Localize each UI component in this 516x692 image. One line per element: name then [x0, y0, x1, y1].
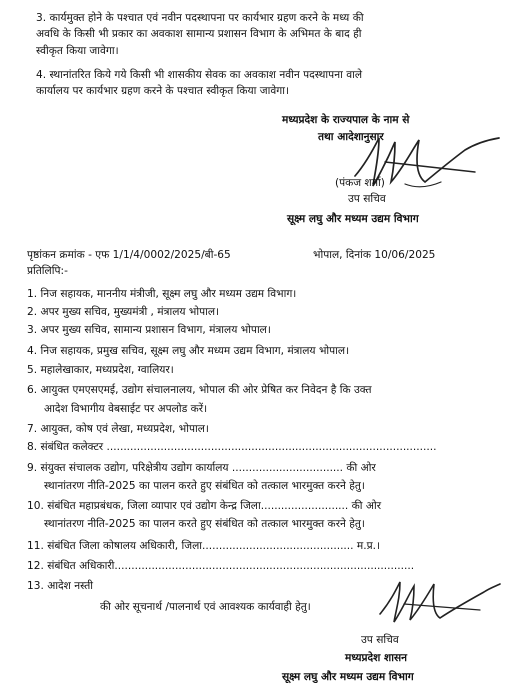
copy-heading: प्रतिलिपि:- [27, 265, 68, 277]
paragraph-4-line-1: 4. स्थानांतरित किये गये किसी भी शासकीय सेवक का अवकाश नवीन पदस्थापना वाले [36, 69, 363, 81]
copy-item-3: 3. अपर मुख्य सचिव, सामान्य प्रशासन विभाग, मंत्रालय भोपाल। [27, 324, 271, 336]
copy-item-9: 9. संयुक्त संचालक उद्योग, परिक्षेत्रीय उद्योग कार्यालय ................................. की ओर [27, 462, 376, 474]
paragraph-3-line-3: स्वीकृत किया जावेगा। [36, 45, 119, 57]
endorsement-place-date: भोपाल, दिनांक 10/06/2025 [313, 249, 436, 261]
copy-item-10-continued: स्थानांतरण नीति-2025 का पालन करते हुए संबंधित को तत्काल भारमुक्त करने हेतु। [44, 518, 365, 530]
copy-item-2: 2. अपर मुख्य सचिव, मुख्यमंत्री , मंत्रालय भोपाल। [27, 306, 220, 318]
purpose-line: की ओर सूचनार्थ /पालनार्थ एवं आवश्यक कार्यवाही हेतु। [100, 601, 311, 613]
copy-item-5: 5. महालेखाकार, मध्यप्रदेश, ग्वालियर। [27, 364, 174, 376]
closing-designation: उप सचिव [361, 634, 399, 646]
signature-2 [374, 578, 504, 628]
copy-item-8: 8. संबंधित कलेक्टर .................................................................................................. [27, 441, 437, 453]
closing-department: सूक्ष्म लघु और मध्यम उद्यम विभाग [282, 671, 414, 683]
paragraph-3-line-2: अवधि के किसी भी प्रकार का अवकाश सामान्य प्रशासन विभाग के अभिमत के बाद ही [36, 28, 362, 40]
copy-item-6-continued: आदेश विभागीय वेबसाईट पर अपलोड करें। [44, 403, 208, 415]
governor-name-line: मध्यप्रदेश के राज्यपाल के नाम से [282, 114, 410, 126]
closing-government: मध्यप्रदेश शासन [345, 652, 407, 664]
copy-item-1: 1. निज सहायक, माननीय मंत्रीजी, सूक्ष्म लघु और मध्यम उद्यम विभाग। [27, 288, 297, 300]
copy-item-4: 4. निज सहायक, प्रमुख सचिव, सूक्ष्म लघु और मध्यम उद्यम विभाग, मंत्रालय भोपाल। [27, 345, 350, 357]
copy-item-11: 11. संबंधित जिला कोषालय अधिकारी, जिला............................................. म.प्र.। [27, 540, 381, 552]
endorsement-number: पृष्ठांकन क्रमांक - एफ 1/1/4/0002/2025/बी-65 [27, 249, 231, 261]
copy-item-6: 6. आयुक्त एमएसएमई, उद्योग संचालनालय, भोपाल की ओर प्रेषित कर निवेदन है कि उक्त [27, 384, 372, 396]
copy-item-12: 12. संबंधित अधिकारी......................................................................................... [27, 560, 415, 572]
copy-item-7: 7. आयुक्त, कोष एवं लेखा, मध्यप्रदेश, भोपाल। [27, 423, 209, 435]
copy-item-13: 13. आदेश नस्ती [27, 580, 94, 592]
copy-item-10: 10. संबंधित महाप्रबंधक, जिला व्यापार एवं उद्योग केन्द्र जिला.......................... की ओर [27, 500, 382, 512]
copy-item-9-continued: स्थानांतरण नीति-2025 का पालन करते हुए संबंधित को तत्काल भारमुक्त करने हेतु। [44, 480, 365, 492]
paragraph-4-line-2: कार्यालय पर कार्यभार ग्रहण करने के पश्चात स्वीकृत किया जावेगा। [36, 85, 289, 97]
order-line: तथा आदेशानुसार [318, 131, 384, 143]
signatory-name: (पंकज शर्मा) [335, 177, 385, 189]
signatory-department: सूक्ष्म लघु और मध्यम उद्यम विभाग [287, 213, 419, 225]
signatory-designation: उप सचिव [348, 193, 386, 205]
paragraph-3-line-1: 3. कार्यमुक्त होने के पश्चात एवं नवीन पदस्थापना पर कार्यभार ग्रहण करने के मध्य की [36, 12, 364, 24]
